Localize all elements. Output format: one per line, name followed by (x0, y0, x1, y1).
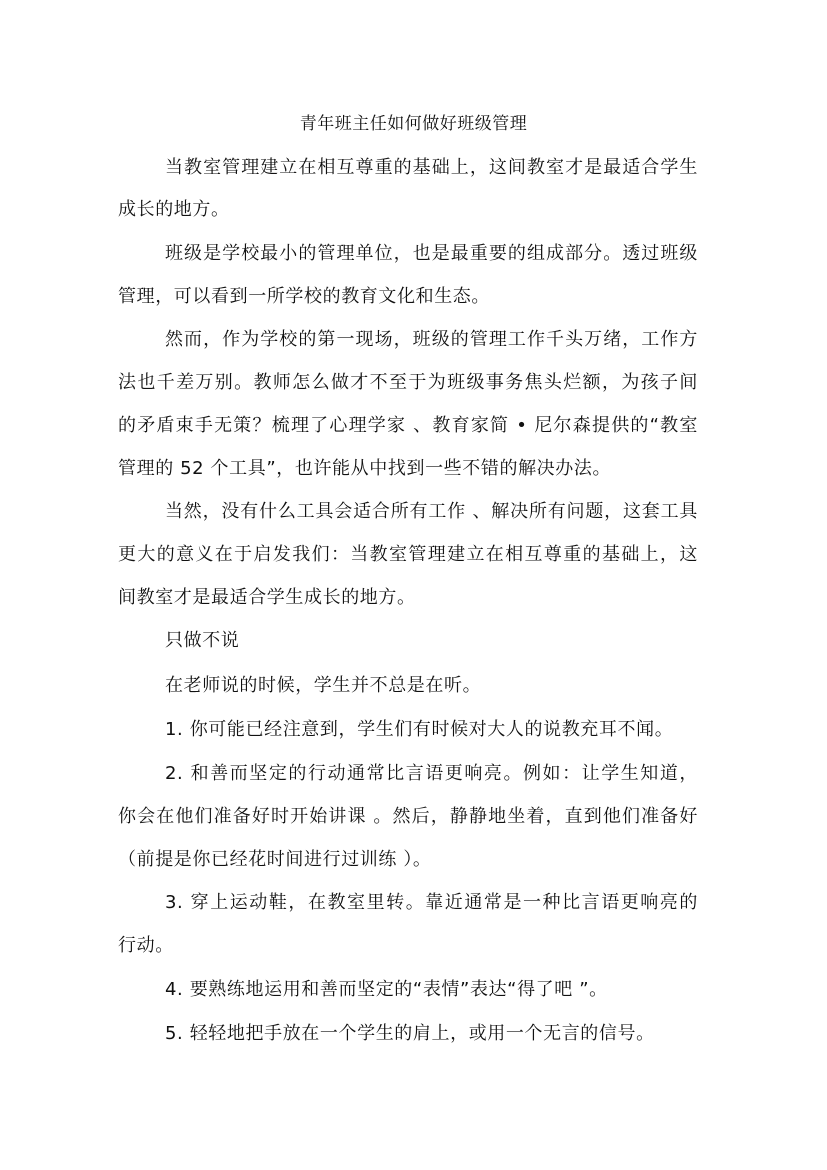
list-item-2-line-1: 2. 和善而坚定的行动通常比言语更响亮。例如：让学生知道， (165, 763, 698, 784)
list-item-2-line-3: （前提是你已经花时间进行过训练 ）。 (118, 849, 432, 870)
paragraph-4-line-3: 间教室才是最适合学生成长的地方。 (118, 587, 416, 608)
list-item-1: 1. 你可能已经注意到，学生们有时候对大人的说教充耳不闻。 (165, 719, 674, 740)
list-item-3-line-2: 行动。 (118, 935, 174, 956)
paragraph-4-line-2: 更大的意义在于启发我们：当教室管理建立在相互尊重的基础上，这 (118, 544, 698, 565)
paragraph-1-line-1: 当教室管理建立在相互尊重的基础上，这间教室才是最适合学生 (165, 157, 698, 178)
paragraph-5-line-1: 在老师说的时候，学生并不总是在听。 (165, 675, 482, 696)
document-title: 青年班主任如何做好班级管理 (299, 114, 528, 134)
section-heading: 只做不说 (165, 630, 240, 651)
paragraph-2-line-1: 班级是学校最小的管理单位，也是最重要的组成部分。透过班级 (165, 243, 698, 264)
paragraph-3-line-2: 法也千差万别。教师怎么做才不至于为班级事务焦头烂额，为孩子间 (118, 372, 698, 393)
paragraph-2-line-2: 管理，可以看到一所学校的教育文化和生态。 (118, 286, 490, 307)
paragraph-3-line-3: 的矛盾束手无策？梳理了心理学家 、教育家简 • 尼尔森提供的“教室 (118, 415, 698, 436)
paragraph-4-line-1: 当然，没有什么工具会适合所有工作 、解决所有问题，这套工具 (165, 501, 698, 522)
paragraph-3-line-4: 管理的 52 个工具”，也许能从中找到一些不错的解决办法。 (118, 458, 612, 479)
list-item-5: 5. 轻轻地把手放在一个学生的肩上，或用一个无言的信号。 (165, 1023, 655, 1044)
list-item-4: 4. 要熟练地运用和善而坚定的“表情”表达“得了吧 ”。 (165, 979, 608, 1000)
paragraph-3-line-1: 然而，作为学校的第一现场，班级的管理工作千头万绪，工作方 (165, 329, 698, 350)
paragraph-1-line-2: 成长的地方。 (118, 199, 230, 220)
list-item-2-line-2: 你会在他们准备好时开始讲课 。然后，静静地坐着，直到他们准备好 (118, 806, 698, 827)
list-item-3-line-1: 3. 穿上运动鞋，在教室里转。靠近通常是一种比言语更响亮的 (165, 892, 698, 913)
